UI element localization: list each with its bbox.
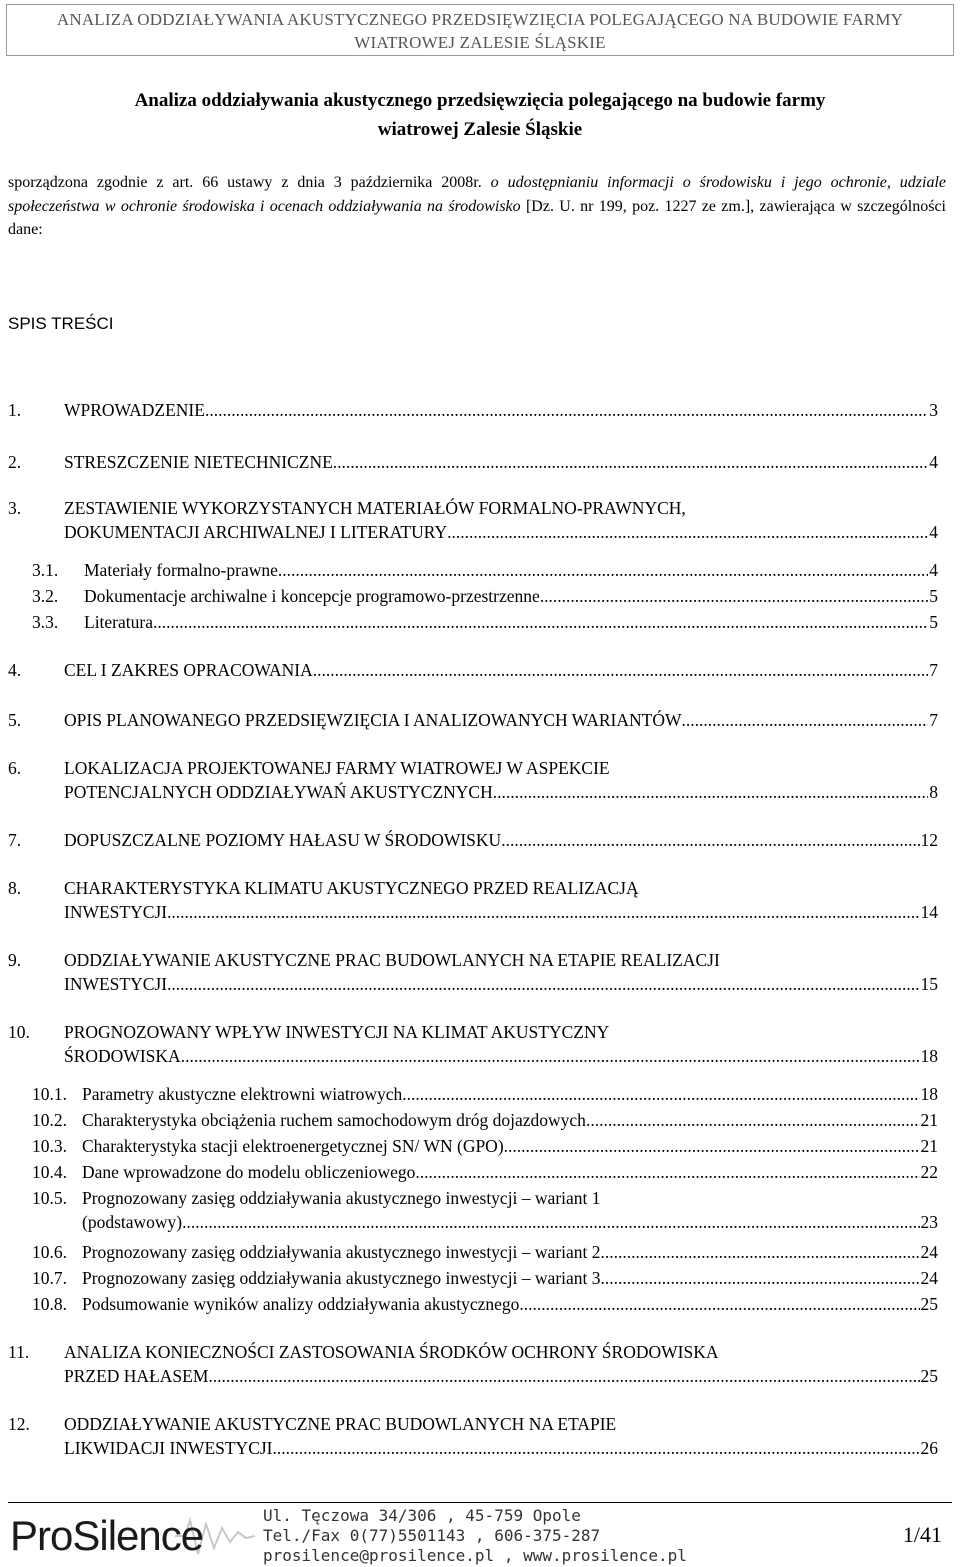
toc-entry-text xyxy=(64,450,938,474)
toc-entry-page: 7 xyxy=(929,660,938,680)
toc-entry-page: 7 xyxy=(929,710,938,730)
toc-entry-page: 3 xyxy=(929,400,938,420)
toc-entry-text xyxy=(64,496,938,544)
toc-entry-number: 4. xyxy=(8,660,22,680)
toc-entry-line xyxy=(64,780,938,804)
contact-block xyxy=(263,1506,687,1566)
toc-entry-number: 3.2. xyxy=(32,586,59,606)
toc-entry-text xyxy=(82,1108,938,1132)
toc-heading: SPIS TREŚCI xyxy=(8,314,114,333)
toc-entry-title: LIKWIDACJI INWESTYCJI xyxy=(64,1438,273,1458)
toc-entry-line xyxy=(84,584,938,608)
toc-entry-line xyxy=(64,496,938,520)
toc-entry-line xyxy=(64,398,938,422)
toc-entry-title: WPROWADZENIE xyxy=(64,400,205,420)
toc-entry-page: 4 xyxy=(929,452,938,472)
toc-entry-number: 5. xyxy=(8,710,22,730)
toc-entry-page: 23 xyxy=(920,1212,938,1232)
toc-entry-page: 22 xyxy=(920,1162,938,1182)
toc-entry-title: DOPUSZCZALNE POZIOMY HAŁASU W ŚRODOWISKU xyxy=(64,830,502,850)
toc-entry-title: Prognozowany zasięg oddziaływania akustycznego inwestycji – wariant 1 xyxy=(82,1188,601,1208)
toc-dot-leader xyxy=(540,584,928,608)
toc-entry-line xyxy=(64,828,938,852)
toc-dot-leader xyxy=(278,558,928,582)
toc-entry-text xyxy=(64,398,938,422)
toc-entry-line xyxy=(82,1160,938,1184)
toc-dot-leader xyxy=(208,1364,919,1388)
toc-entry-text xyxy=(84,584,938,608)
toc-entry-text xyxy=(82,1186,938,1234)
toc-entry-title: (podstawowy) xyxy=(82,1212,183,1232)
toc-entry-page: 5 xyxy=(929,612,938,632)
toc-entry-line xyxy=(64,1020,938,1044)
toc-entry-title: ODDZIAŁYWANIE AKUSTYCZNE PRAC BUDOWLANYCH NA ETAPIE xyxy=(64,1414,617,1434)
toc-entry-page: 21 xyxy=(920,1136,938,1156)
toc-entry-page: 25 xyxy=(920,1366,938,1386)
toc-dot-leader xyxy=(681,708,928,732)
toc-dot-leader xyxy=(504,1134,920,1158)
toc-entry-text xyxy=(64,756,938,804)
toc-entry-line xyxy=(64,520,938,544)
intro-text-2: [Dz. U. nr 199, poz. 1227 ze zm.], zawierająca w szczególności dane: xyxy=(8,197,947,239)
toc-entry-text xyxy=(64,1020,938,1068)
toc-entry-title: Charakterystyka stacji elektroenergetycznej SN/ WN (GPO) xyxy=(82,1136,504,1156)
toc-entry-text xyxy=(64,876,938,924)
page-number: 1/41 xyxy=(902,1522,942,1547)
toc-entry-page: 24 xyxy=(920,1268,938,1288)
intro-act-title: o udostępnianiu informacji o środowisku i jego ochronie, udziale społeczeństwa w ochronie środowiska i ocenach oddziaływania na środowisko xyxy=(8,174,947,215)
toc-entry-number: 10. xyxy=(8,1022,30,1042)
toc-entry-number: 6. xyxy=(8,758,22,778)
toc-entry-number: 11. xyxy=(8,1342,30,1362)
toc-entry-text xyxy=(84,558,938,582)
toc-dot-leader xyxy=(153,610,928,634)
toc-entry-text xyxy=(64,658,938,682)
toc-dot-leader xyxy=(333,450,928,474)
toc-entry-line xyxy=(64,1044,938,1068)
contact-phone: Tel./Fax 0(77)5501143 , 606-375-287 xyxy=(263,1526,601,1545)
toc-entry-text xyxy=(64,828,938,852)
toc-entry-page: 26 xyxy=(920,1438,938,1458)
toc-dot-leader xyxy=(501,828,919,852)
toc-dot-leader xyxy=(402,1082,919,1106)
toc-entry-page: 18 xyxy=(920,1046,938,1066)
toc-entry-page: 25 xyxy=(920,1294,938,1314)
toc-entry-line xyxy=(64,450,938,474)
toc-dot-leader xyxy=(313,658,929,682)
toc-entry-line xyxy=(64,900,938,924)
toc-entry-title: Parametry akustyczne elektrowni wiatrowych xyxy=(82,1084,403,1104)
contact-address: Ul. Tęczowa 34/306 , 45-759 Opole xyxy=(263,1506,581,1525)
toc-entry-line xyxy=(82,1082,938,1106)
toc-entry-number: 10.1. xyxy=(32,1084,67,1104)
toc-entry-number: 10.4. xyxy=(32,1162,67,1182)
toc-entry-page: 18 xyxy=(920,1084,938,1104)
toc-dot-leader xyxy=(493,780,929,804)
toc-entry-page: 4 xyxy=(929,522,938,542)
toc-entry-text xyxy=(64,1340,938,1388)
toc-entry-line xyxy=(64,1340,938,1364)
title-line-2: wiatrowej Zalesie Śląskie xyxy=(377,119,583,140)
toc-dot-leader xyxy=(601,1240,920,1264)
toc-entry-text xyxy=(84,610,938,634)
toc-entry-line xyxy=(64,708,938,732)
toc-entry-title: Materiały formalno-prawne xyxy=(84,560,278,580)
running-header xyxy=(6,4,954,56)
intro-text-1: sporządzona zgodnie z art. 66 ustawy z dnia 3 października 2008r. xyxy=(8,174,491,191)
toc-dot-leader xyxy=(601,1266,920,1290)
toc-dot-leader xyxy=(182,1210,919,1234)
toc-entry-text xyxy=(64,1412,938,1460)
toc-entry-page: 5 xyxy=(929,586,938,606)
toc-entry-number: 10.7. xyxy=(32,1268,67,1288)
toc-entry-title: Literatura xyxy=(84,612,153,632)
toc-entry-line xyxy=(82,1134,938,1158)
toc-entry-line xyxy=(64,1436,938,1460)
toc-entry-line xyxy=(82,1210,938,1234)
toc-entry-line xyxy=(82,1266,938,1290)
toc-entry-line xyxy=(82,1186,938,1210)
toc-entry-line xyxy=(84,610,938,634)
toc-entry-text xyxy=(82,1082,938,1106)
toc-entry-text xyxy=(82,1240,938,1264)
header-line-1: ANALIZA ODDZIAŁYWANIA AKUSTYCZNEGO PRZEDSIĘWZIĘCIA POLEGAJĄCEGO NA BUDOWIE FARMY xyxy=(56,10,904,29)
page-footer xyxy=(0,1500,960,1567)
toc-entry-line xyxy=(82,1108,938,1132)
toc-entry-title: Podsumowanie wyników analizy oddziaływania akustycznego xyxy=(82,1294,520,1314)
toc-entry-title: Dane wprowadzone do modelu obliczeniowego xyxy=(82,1162,416,1182)
toc-entry-line xyxy=(84,558,938,582)
footer-rule xyxy=(8,1502,952,1503)
toc-entry-page: 12 xyxy=(920,830,938,850)
toc-entry-text xyxy=(82,1292,938,1316)
title-line-1: Analiza oddziaływania akustycznego przedsięwzięcia polegającego na budowie farmy xyxy=(134,90,826,111)
toc-entry-title: ŚRODOWISKA xyxy=(64,1046,181,1066)
toc-entry-title: DOKUMENTACJI ARCHIWALNEJ I LITERATURY xyxy=(64,522,448,542)
toc-entry-line xyxy=(82,1240,938,1264)
header-line-2: WIATROWEJ ZALESIE ŚLĄSKIE xyxy=(354,33,606,52)
toc-entry-title: ZESTAWIENIE WYKORZYSTANYCH MATERIAŁÓW FORMALNO-PRAWNYCH, xyxy=(64,498,686,518)
toc-dot-leader xyxy=(167,972,919,996)
toc-entry-number: 9. xyxy=(8,950,22,970)
toc-dot-leader xyxy=(519,1292,919,1316)
toc-entry-number: 12. xyxy=(8,1414,30,1434)
toc-entry-number: 3.1. xyxy=(32,560,59,580)
toc-entry-page: 8 xyxy=(929,782,938,802)
toc-entry-title: INWESTYCJI xyxy=(64,902,168,922)
toc-entry-number: 7. xyxy=(8,830,22,850)
toc-entry-page: 14 xyxy=(920,902,938,922)
toc-entry-number: 8. xyxy=(8,878,22,898)
toc-entry-title: PROGNOZOWANY WPŁYW INWESTYCJI NA KLIMAT AKUSTYCZNY xyxy=(64,1022,610,1042)
toc-entry-title: CEL I ZAKRES OPRACOWANIA xyxy=(64,660,313,680)
toc-entry-text xyxy=(82,1160,938,1184)
toc-entry-number: 10.3. xyxy=(32,1136,67,1156)
toc-entry-number: 10.8. xyxy=(32,1294,67,1314)
prosilence-logo: ProSilence xyxy=(10,1512,204,1559)
toc-entry-page: 15 xyxy=(920,974,938,994)
toc-entry-page: 24 xyxy=(920,1242,938,1262)
toc-entry-number: 10.2. xyxy=(32,1110,67,1130)
toc-entry-line xyxy=(64,972,938,996)
toc-entry-title: CHARAKTERYSTYKA KLIMATU AKUSTYCZNEGO PRZED REALIZACJĄ xyxy=(64,878,639,898)
toc-entry-title: STRESZCZENIE NIETECHNICZNE xyxy=(64,452,333,472)
toc-dot-leader xyxy=(205,398,928,422)
toc-entry-number: 3.3. xyxy=(32,612,59,632)
toc-dot-leader xyxy=(586,1108,920,1132)
toc-dot-leader xyxy=(181,1044,920,1068)
toc-entry-title: ANALIZA KONIECZNOŚCI ZASTOSOWANIA ŚRODKÓW OCHRONY ŚRODOWISKA xyxy=(64,1342,719,1362)
toc-entry-line xyxy=(64,876,938,900)
toc-entry-text xyxy=(82,1266,938,1290)
intro-paragraph xyxy=(8,171,946,242)
toc-entry-title: Prognozowany zasięg oddziaływania akustycznego inwestycji – wariant 2 xyxy=(82,1242,601,1262)
toc-entry-text xyxy=(64,708,938,732)
toc-entry-title: PRZED HAŁASEM xyxy=(64,1366,209,1386)
toc-entry-number: 10.5. xyxy=(32,1188,67,1208)
toc-entry-text xyxy=(64,948,938,996)
toc-entry-page: 21 xyxy=(920,1110,938,1130)
toc-entry-title: Dokumentacje archiwalne i koncepcje programowo-przestrzenne xyxy=(84,586,540,606)
toc-entry-text xyxy=(82,1134,938,1158)
toc-entry-title: INWESTYCJI xyxy=(64,974,168,994)
toc-entry-title: Prognozowany zasięg oddziaływania akustycznego inwestycji – wariant 3 xyxy=(82,1268,601,1288)
toc-entry-number: 2. xyxy=(8,452,22,472)
toc-entry-title: OPIS PLANOWANEGO PRZEDSIĘWZIĘCIA I ANALIZOWANYCH WARIANTÓW xyxy=(64,710,682,730)
toc-dot-leader xyxy=(447,520,928,544)
toc-entry-title: POTENCJALNYCH ODDZIAŁYWAŃ AKUSTYCZNYCH xyxy=(64,782,493,802)
toc-entry-line xyxy=(64,756,938,780)
toc-dot-leader xyxy=(273,1436,920,1460)
toc-entry-line xyxy=(64,1412,938,1436)
toc-entry-title: LOKALIZACJA PROJEKTOWANEJ FARMY WIATROWEJ W ASPEKCIE xyxy=(64,758,610,778)
toc-entry-title: ODDZIAŁYWANIE AKUSTYCZNE PRAC BUDOWLANYCH NA ETAPIE REALIZACJI xyxy=(64,950,720,970)
toc-entry-line xyxy=(64,658,938,682)
toc-entry-line xyxy=(64,1364,938,1388)
toc-dot-leader xyxy=(415,1160,919,1184)
toc-entry-page: 4 xyxy=(929,560,938,580)
toc-entry-number: 3. xyxy=(8,498,22,518)
toc-entry-line xyxy=(64,948,938,972)
toc-entry-title: Charakterystyka obciążenia ruchem samochodowym dróg dojazdowych xyxy=(82,1110,586,1130)
contact-email: prosilence@prosilence.pl , www.prosilence.pl xyxy=(263,1546,687,1565)
toc-entry-number: 1. xyxy=(8,400,22,420)
toc-entry-number: 10.6. xyxy=(32,1242,67,1262)
toc-entry-line xyxy=(82,1292,938,1316)
document-title xyxy=(20,86,940,144)
toc-dot-leader xyxy=(167,900,919,924)
